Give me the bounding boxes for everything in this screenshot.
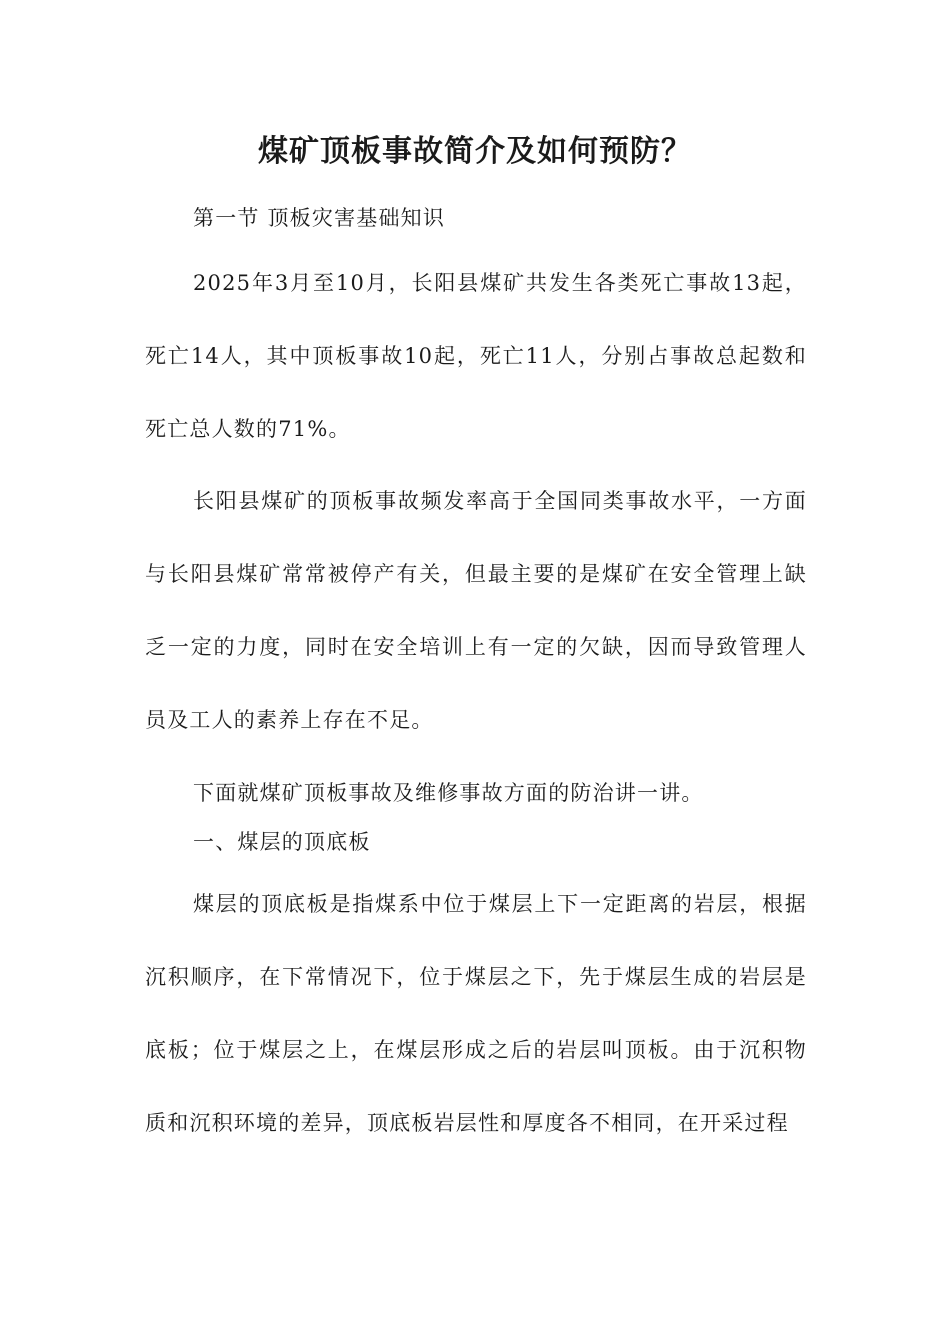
subsection-heading: 一、煤层的顶底板 xyxy=(193,830,371,854)
section-heading: 第一节 顶板灾害基础知识 xyxy=(193,206,446,230)
paragraph-intro: 下面就煤矿顶板事故及维修事故方面的防治讲一讲。 xyxy=(193,781,704,805)
document-title: 煤矿顶板事故简介及如何预防？ xyxy=(258,134,692,169)
paragraph-statistics: 2025年3月至10月，长阳县煤矿共发生各类死亡事故13起，死亡14人，其中顶板事故10起，死亡11人，分别占事故总起数和死亡总人数的71%。 xyxy=(145,271,807,441)
paragraph-causes: 长阳县煤矿的顶板事故频发率高于全国同类事故水平，一方面与长阳县煤矿常常被停产有关，但最主要的是煤矿在安全管理上缺乏一定的力度，同时在安全培训上有一定的欠缺，因而导致管理人员及工人的素养上存在不足。 xyxy=(145,489,807,732)
paragraph-roof-floor: 煤层的顶底板是指煤系中位于煤层上下一定距离的岩层，根据沉积顺序，在下常情况下，位于煤层之下，先于煤层生成的岩层是底板；位于煤层之上，在煤层形成之后的岩层叫顶板。由于沉积物质和沉积环境的差异，顶底板岩层性和厚度各不相同，在开采过程 xyxy=(145,892,807,1135)
